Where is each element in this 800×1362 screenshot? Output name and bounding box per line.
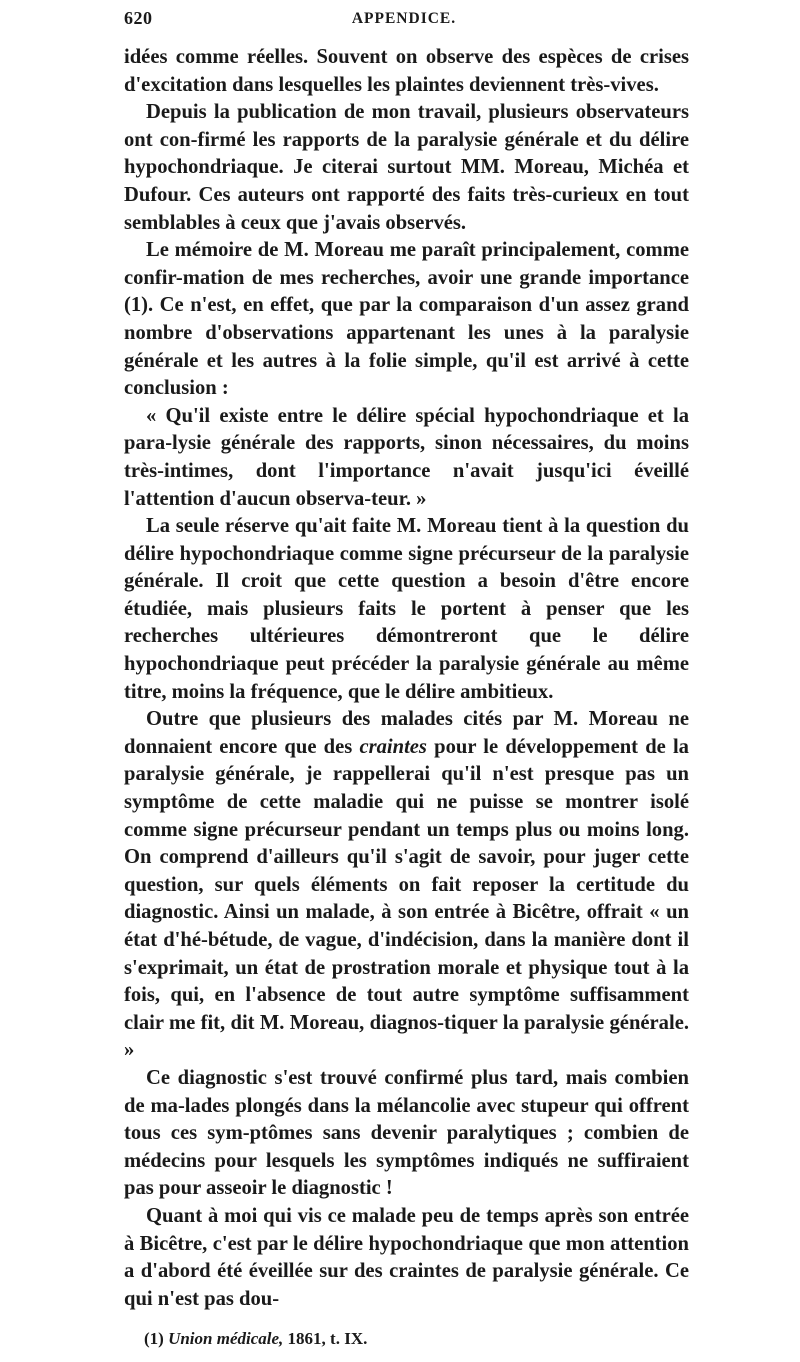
paragraph-3: Le mémoire de M. Moreau me paraît principalement, comme confir-mation de mes recherches, avoir une grande importance (1). Ce n'est, en effet, que par la comparaison d'un assez grand nombre d'observations appartenant les unes à la paralysie générale et les autres à la folie simple, qu'il est arrivé à cette conclusion :: [124, 239, 689, 400]
paragraph-7: Ce diagnostic s'est trouvé confirmé plus tard, mais combien de ma-lades plongés dans la mélancolie avec stupeur qui offrent tous ces sym-ptômes sans devenir paralytiques ; combien de médecins pour lesquels les symptômes indiqués ne suffiraient pas pour asseoir le diagnostic !: [124, 1066, 689, 1200]
paragraph-4-quote: « Qu'il existe entre le délire spécial hypochondriaque et la para-lysie générale des rapports, sinon nécessaires, du moins très-intimes, dont l'importance n'avait jusqu'ici éveillé l'attention d'aucun observa-teur. »: [124, 404, 689, 510]
paragraph-1: idées comme réelles. Souvent on observe des espèces de crises d'excitation dans lesquelles les plaintes deviennent très-vives.: [124, 46, 689, 96]
paragraph-2: Depuis la publication de mon travail, plusieurs observateurs ont con-firmé les rapports de la paralysie générale et du délire hypochondriaque. Je citerai surtout MM. Moreau, Michéa et Dufour. Ces auteurs ont rapporté des faits très-curieux en tout semblables à ceux que j'avais observés.: [124, 101, 689, 234]
paragraph-6-italic: craintes: [359, 735, 427, 758]
paragraph-5: La seule réserve qu'ait faite M. Moreau tient à la question du délire hypochondriaque comme signe précurseur de la paralysie générale. Il croit que cette question a besoin d'être encore étudiée, mais plusieurs faits le portent à penser que les recherches ultérieures démontreront que le délire hypochondriaque peut précéder la paralysie générale au même titre, moins la fréquence, que le délire ambitieux.: [124, 515, 689, 703]
paragraph-6: [124, 706, 689, 1065]
paragraph-6-before: Outre que plusieurs des malades cités par M. Moreau ne donnaient encore que des: [124, 708, 689, 758]
footnote: [144, 1328, 684, 1350]
footnote-marker: (1): [144, 1329, 164, 1348]
footnote-reference: 1861, t. IX.: [283, 1329, 368, 1348]
body-text: [124, 44, 689, 1313]
page-number: 620: [124, 8, 153, 28]
running-head: APPENDICE.: [351, 10, 457, 27]
paragraph-6-after: pour le développement de la paralysie générale, je rappellerai qu'il n'est presque pas un symptôme de cette maladie qui ne puisse se montrer isolé comme signe précurseur pendant un temps plus ou moins long. On comprend d'ailleurs qu'il s'agit de savoir, pour juger cette question, sur quels éléments on fait reposer la certitude du diagnostic. Ainsi un malade, à son entrée à Bicêtre, offrait « un état d'hé-bétude, de vague, d'indécision, dans la manière dont il s'exprimait, un état de prostration morale et physique tout à la fois, qui, en l'absence de tout autre symptôme suffisamment clair me fit, dit M. Moreau, diagnos-tiquer la paralysie générale. »: [124, 735, 689, 1062]
paragraph-8: Quant à moi qui vis ce malade peu de temps après son entrée à Bicêtre, c'est par le délire hypochondriaque que mon attention a d'abord été éveillée sur des craintes de paralysie générale. Ce qui n'est pas dou-: [124, 1204, 689, 1310]
page-header: [124, 8, 684, 34]
footnote-source: Union médicale,: [168, 1329, 284, 1348]
